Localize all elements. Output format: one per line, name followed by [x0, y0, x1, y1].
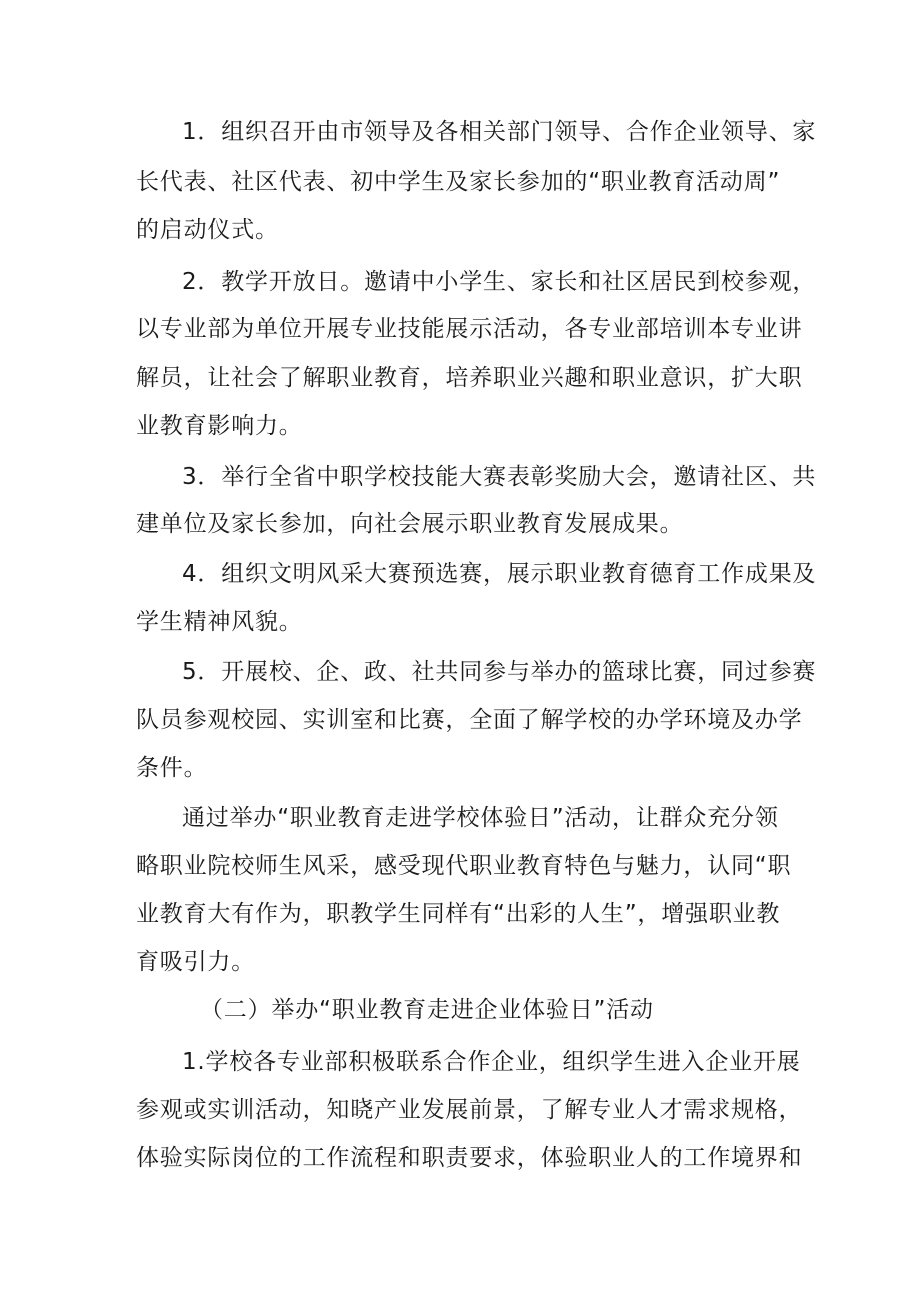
section-heading: （二）举办“职业教育走进企业体验日”活动	[200, 997, 654, 1023]
text-line: 育吸引力。	[136, 949, 255, 975]
text-line: 3．举行全省中职学校技能大赛表彰奖励大会，邀请社区、共	[182, 464, 817, 490]
text-line: 学生精神风貌。	[136, 609, 303, 635]
text-line: 1.学校各专业部积极联系合作企业，组织学生进入企业开展	[182, 1049, 801, 1075]
text-line: 解员，让社会了解职业教育，培养职业兴趣和职业意识，扩大职	[136, 365, 803, 391]
text-line: 队员参观校园、实训室和比赛，全面了解学校的办学环境及办学	[136, 707, 803, 733]
text-line: 体验实际岗位的工作流程和职责要求，体验职业人的工作境界和	[136, 1145, 803, 1171]
text-line: 建单位及家长参加，向社会展示职业教育发展成果。	[136, 511, 684, 537]
text-line: 以专业部为单位开展专业技能展示活动，各专业部培训本专业讲	[136, 316, 803, 342]
text-line: 4．组织文明风采大赛预选赛，展示职业教育德育工作成果及	[182, 561, 817, 587]
text-line: 的启动仪式。	[136, 217, 279, 243]
text-line: 2．教学开放日。邀请中小学生、家长和社区居民到校参观，	[182, 269, 817, 295]
text-line: 业教育影响力。	[136, 413, 303, 439]
text-line: 参观或实训活动，知晓产业发展前景，了解专业人才需求规格，	[136, 1097, 803, 1123]
text-line: 通过举办“职业教育走进学校体验日”活动，让群众充分领	[182, 805, 779, 831]
text-line: 5．开展校、企、政、社共同参与举办的篮球比赛，同过参赛	[182, 659, 817, 685]
text-line: 业教育大有作为，职教学生同样有“出彩的人生”，增强职业教	[136, 901, 781, 927]
text-line: 条件。	[136, 755, 208, 781]
text-line: 略职业院校师生风采，感受现代职业教育特色与魅力，认同“职	[136, 853, 792, 879]
text-line: 长代表、社区代表、初中学生及家长参加的“职业教育活动周”	[136, 169, 781, 195]
text-line: 1．组织召开由市领导及各相关部门领导、合作企业领导、家	[182, 119, 817, 145]
